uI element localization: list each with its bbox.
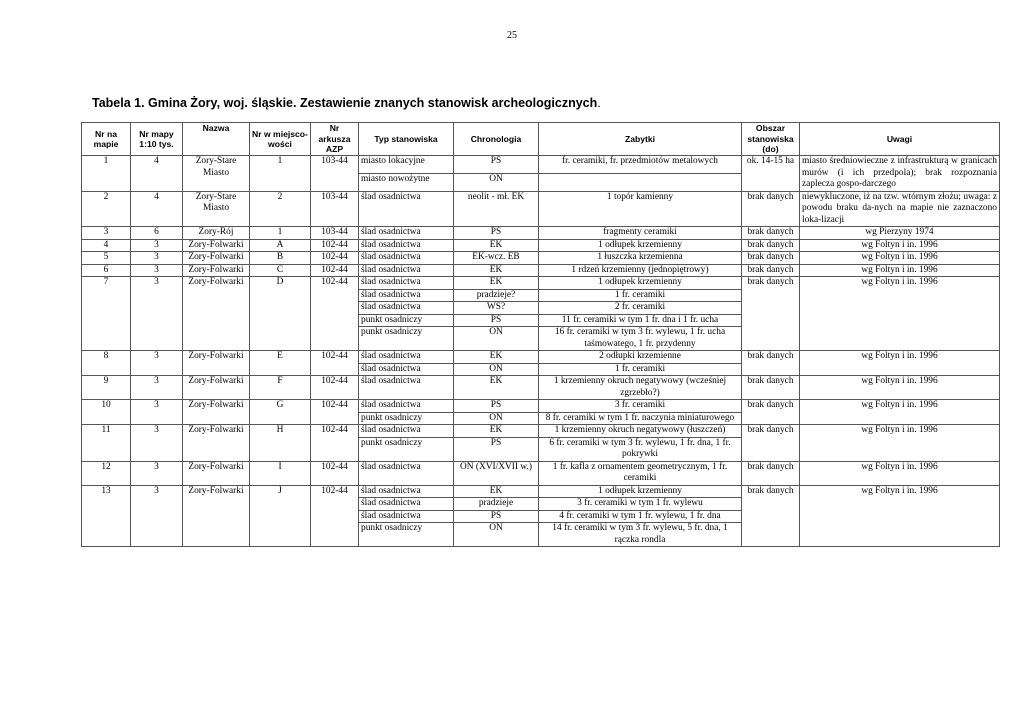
cell-uwagi: wg Foltyn i in. 1996 <box>800 485 1000 547</box>
cell-typ-stanowiska: ślad osadnictwa <box>359 498 454 511</box>
table-row <box>82 461 1000 485</box>
cell-uwagi: niewykluczone, iż na tzw. wtórnym złożu; uwaga: z powodu braku da-nych na mapie nie zaznaczono loka-lizacji <box>800 191 1000 227</box>
cell-nazwa: Żory-Folwarki <box>183 376 250 400</box>
cell-nr-arkusza: 103-44 <box>311 191 359 227</box>
cell-obszar: brak danych <box>742 351 800 376</box>
cell-chronologia: ON <box>454 363 539 376</box>
cell-chronologia: ON <box>454 327 539 351</box>
cell-nr-w-miejscowosci: B <box>250 252 311 265</box>
cell-zabytki: 3 fr. ceramiki w tym 1 fr. wylewu <box>539 498 742 511</box>
cell-uwagi: wg Foltyn i in. 1996 <box>800 239 1000 252</box>
cell-zabytki: 2 fr. ceramiki <box>539 302 742 315</box>
table-body <box>82 156 1000 547</box>
cell-nazwa: Żory-Stare Miasto <box>183 191 250 227</box>
cell-chronologia: EK-wcz. EB <box>454 252 539 265</box>
cell-nr-na-mapie: 8 <box>82 351 131 376</box>
cell-nr-mapy: 3 <box>131 376 183 400</box>
cell-typ-stanowiska: miasto nowożytne <box>359 173 454 191</box>
cell-typ-stanowiska: ślad osadnictwa <box>359 277 454 290</box>
cell-zabytki: 4 fr. ceramiki w tym 1 fr. wylewu, 1 fr. dna <box>539 510 742 523</box>
cell-nazwa: Żory-Rój <box>183 227 250 240</box>
cell-chronologia: EK <box>454 351 539 364</box>
table-row <box>82 277 1000 290</box>
cell-nr-arkusza: 102-44 <box>311 264 359 277</box>
cell-nazwa: Żory-Stare Miasto <box>183 156 250 192</box>
cell-typ-stanowiska: ślad osadnictwa <box>359 376 454 400</box>
table-row <box>82 239 1000 252</box>
cell-nr-mapy: 3 <box>131 400 183 425</box>
cell-nr-w-miejscowosci: H <box>250 425 311 462</box>
cell-nr-mapy: 3 <box>131 461 183 485</box>
cell-typ-stanowiska: ślad osadnictwa <box>359 289 454 302</box>
cell-zabytki: 8 fr. ceramiki w tym 1 fr. naczynia miniaturowego <box>539 412 742 425</box>
cell-zabytki: 16 fr. ceramiki w tym 3 fr. wylewu, 1 fr. ucha taśmowatego, 1 fr. przydenny <box>539 327 742 351</box>
cell-zabytki: 1 krzemienny okruch negatywowy (łuszczeń) <box>539 425 742 438</box>
header-typ-stanowiska: Typ stanowiska <box>359 123 454 156</box>
cell-nr-na-mapie: 2 <box>82 191 131 227</box>
cell-zabytki: 1 fr. kafla z ornamentem geometrycznym, 1 fr. ceramiki <box>539 461 742 485</box>
cell-nr-na-mapie: 11 <box>82 425 131 462</box>
cell-uwagi: wg Foltyn i in. 1996 <box>800 252 1000 265</box>
cell-typ-stanowiska: miasto lokacyjne <box>359 156 454 174</box>
cell-chronologia: EK <box>454 264 539 277</box>
cell-nr-w-miejscowosci: G <box>250 400 311 425</box>
cell-uwagi: wg Foltyn i in. 1996 <box>800 277 1000 351</box>
cell-uwagi: wg Foltyn i in. 1996 <box>800 425 1000 462</box>
cell-obszar: ok. 14-15 ha <box>742 156 800 192</box>
cell-chronologia: neolit - mł. EK <box>454 191 539 227</box>
cell-nazwa: Żory-Folwarki <box>183 425 250 462</box>
table-row <box>82 425 1000 438</box>
header-chronologia: Chronologia <box>454 123 539 156</box>
cell-zabytki: 3 fr. ceramiki <box>539 400 742 413</box>
cell-chronologia: PŚ <box>454 314 539 327</box>
header-uwagi: Uwagi <box>800 123 1000 156</box>
cell-typ-stanowiska: ślad osadnictwa <box>359 264 454 277</box>
cell-nr-na-mapie: 4 <box>82 239 131 252</box>
table-row <box>82 191 1000 227</box>
cell-nr-mapy: 4 <box>131 156 183 192</box>
cell-typ-stanowiska: ślad osadnictwa <box>359 485 454 498</box>
cell-uwagi: wg Pierzyny 1974 <box>800 227 1000 240</box>
cell-uwagi: wg Foltyn i in. 1996 <box>800 376 1000 400</box>
cell-zabytki: 1 rdzeń krzemienny (jednopiętrowy) <box>539 264 742 277</box>
cell-zabytki: 1 odłupek krzemienny <box>539 239 742 252</box>
cell-nazwa: Żory-Folwarki <box>183 239 250 252</box>
cell-chronologia: ON <box>454 173 539 191</box>
cell-nr-na-mapie: 12 <box>82 461 131 485</box>
header-nr-na-mapie: Nr na mapie <box>82 123 131 156</box>
table-row <box>82 227 1000 240</box>
cell-nr-mapy: 4 <box>131 191 183 227</box>
cell-zabytki: fragmenty ceramiki <box>539 227 742 240</box>
cell-obszar: brak danych <box>742 191 800 227</box>
cell-nr-w-miejscowosci: I <box>250 461 311 485</box>
cell-nr-w-miejscowosci: 1 <box>250 156 311 192</box>
cell-nr-arkusza: 103-44 <box>311 227 359 240</box>
table-header <box>82 123 1000 156</box>
cell-typ-stanowiska: punkt osadniczy <box>359 314 454 327</box>
cell-chronologia: pradzieje <box>454 498 539 511</box>
cell-typ-stanowiska: ślad osadnictwa <box>359 191 454 227</box>
header-zabytki: Zabytki <box>539 123 742 156</box>
header-nazwa: Nazwa <box>183 123 250 156</box>
cell-nr-mapy: 3 <box>131 264 183 277</box>
cell-uwagi: wg Foltyn i in. 1996 <box>800 461 1000 485</box>
table-row <box>82 485 1000 498</box>
cell-typ-stanowiska: ślad osadnictwa <box>359 363 454 376</box>
cell-nr-w-miejscowosci: E <box>250 351 311 376</box>
cell-zabytki: 14 fr. ceramiki w tym 3 fr. wylewu, 5 fr. dna, 1 rączka rondla <box>539 523 742 547</box>
table-row <box>82 264 1000 277</box>
cell-nazwa: Żory-Folwarki <box>183 277 250 351</box>
cell-nr-mapy: 3 <box>131 485 183 547</box>
sites-table <box>81 122 1000 547</box>
caption-period: . <box>597 96 601 110</box>
cell-typ-stanowiska: ślad osadnictwa <box>359 252 454 265</box>
cell-obszar: brak danych <box>742 400 800 425</box>
cell-nr-arkusza: 102-44 <box>311 277 359 351</box>
table-row <box>82 252 1000 265</box>
header-nr-arkusza: Nr arkusza AZP <box>311 123 359 156</box>
cell-typ-stanowiska: ślad osadnictwa <box>359 461 454 485</box>
cell-chronologia: PŚ <box>454 510 539 523</box>
cell-uwagi: wg Foltyn i in. 1996 <box>800 351 1000 376</box>
cell-nr-mapy: 3 <box>131 277 183 351</box>
cell-nr-w-miejscowosci: D <box>250 277 311 351</box>
cell-typ-stanowiska: ślad osadnictwa <box>359 425 454 438</box>
cell-zabytki: 1 topór kamienny <box>539 191 742 227</box>
header-nr-mapy: Nr mapy 1:10 tys. <box>131 123 183 156</box>
cell-typ-stanowiska: ślad osadnictwa <box>359 239 454 252</box>
cell-zabytki: 1 łuszczka krzemienna <box>539 252 742 265</box>
cell-uwagi: wg Foltyn i in. 1996 <box>800 400 1000 425</box>
cell-nr-mapy: 3 <box>131 252 183 265</box>
cell-uwagi: miasto średniowieczne z infrastrukturą w granicach murów (i ich przedpola); brak rozpoznania zaplecza gospo-darczego <box>800 156 1000 192</box>
cell-nr-mapy: 3 <box>131 425 183 462</box>
cell-chronologia: PŚ <box>454 227 539 240</box>
cell-nr-arkusza: 102-44 <box>311 400 359 425</box>
cell-nr-na-mapie: 10 <box>82 400 131 425</box>
header-obszar: Obszar stanowiska (do) <box>742 123 800 156</box>
cell-obszar: brak danych <box>742 425 800 462</box>
cell-nr-arkusza: 102-44 <box>311 485 359 547</box>
cell-nazwa: Żory-Folwarki <box>183 351 250 376</box>
cell-chronologia: PŚ <box>454 437 539 461</box>
cell-typ-stanowiska: punkt osadniczy <box>359 412 454 425</box>
cell-nr-na-mapie: 3 <box>82 227 131 240</box>
cell-nr-na-mapie: 6 <box>82 264 131 277</box>
cell-nr-w-miejscowosci: C <box>250 264 311 277</box>
cell-obszar: brak danych <box>742 227 800 240</box>
cell-nr-na-mapie: 7 <box>82 277 131 351</box>
cell-typ-stanowiska: punkt osadniczy <box>359 523 454 547</box>
cell-chronologia: EK <box>454 239 539 252</box>
table-row <box>82 156 1000 174</box>
cell-chronologia: pradzieje? <box>454 289 539 302</box>
cell-chronologia: EK <box>454 376 539 400</box>
cell-zabytki: 1 fr. ceramiki <box>539 363 742 376</box>
cell-obszar: brak danych <box>742 264 800 277</box>
cell-zabytki: 2 odłupki krzemienne <box>539 351 742 364</box>
cell-zabytki: 1 odłupek krzemienny <box>539 485 742 498</box>
caption-label: Tabela 1. Gmina Żory, woj. śląskie. Zestawienie znanych stanowisk archeologicznych <box>92 96 598 110</box>
cell-nr-arkusza: 102-44 <box>311 239 359 252</box>
cell-nr-na-mapie: 5 <box>82 252 131 265</box>
cell-chronologia: ON (XVI/XVII w.) <box>454 461 539 485</box>
cell-nr-w-miejscowosci: 1 <box>250 227 311 240</box>
cell-zabytki: 1 fr. ceramiki <box>539 289 742 302</box>
cell-nr-arkusza: 103-44 <box>311 156 359 192</box>
cell-chronologia: PŚ <box>454 156 539 174</box>
cell-chronologia: EK <box>454 425 539 438</box>
page-number: 25 <box>507 30 517 41</box>
table-caption <box>92 96 601 110</box>
cell-obszar: brak danych <box>742 252 800 265</box>
cell-nr-mapy: 3 <box>131 351 183 376</box>
cell-nazwa: Żory-Folwarki <box>183 252 250 265</box>
cell-nazwa: Żory-Folwarki <box>183 485 250 547</box>
cell-chronologia: WŚ? <box>454 302 539 315</box>
cell-typ-stanowiska: punkt osadniczy <box>359 437 454 461</box>
cell-nazwa: Żory-Folwarki <box>183 461 250 485</box>
cell-nr-na-mapie: 13 <box>82 485 131 547</box>
cell-nazwa: Żory-Folwarki <box>183 264 250 277</box>
table-row <box>82 400 1000 413</box>
cell-typ-stanowiska: ślad osadnictwa <box>359 510 454 523</box>
cell-zabytki: 1 krzemienny okruch negatywowy (wcześniej zgrzebło?) <box>539 376 742 400</box>
cell-zabytki: 6 fr. ceramiki w tym 3 fr. wylewu, 1 fr. dna, 1 fr. pokrywki <box>539 437 742 461</box>
cell-zabytki <box>539 173 742 191</box>
cell-chronologia: ON <box>454 412 539 425</box>
table-row <box>82 351 1000 364</box>
cell-chronologia: PŚ <box>454 400 539 413</box>
cell-typ-stanowiska: ślad osadnictwa <box>359 351 454 364</box>
cell-nr-w-miejscowosci: F <box>250 376 311 400</box>
cell-obszar: brak danych <box>742 376 800 400</box>
cell-nazwa: Żory-Folwarki <box>183 400 250 425</box>
cell-nr-w-miejscowosci: J <box>250 485 311 547</box>
cell-obszar: brak danych <box>742 461 800 485</box>
cell-chronologia: EK <box>454 485 539 498</box>
cell-uwagi: wg Foltyn i in. 1996 <box>800 264 1000 277</box>
cell-nr-arkusza: 102-44 <box>311 376 359 400</box>
cell-nr-w-miejscowosci: 2 <box>250 191 311 227</box>
cell-obszar: brak danych <box>742 485 800 547</box>
cell-obszar: brak danych <box>742 277 800 351</box>
table-row <box>82 376 1000 400</box>
cell-nr-arkusza: 102-44 <box>311 425 359 462</box>
cell-chronologia: ON <box>454 523 539 547</box>
cell-nr-mapy: 3 <box>131 239 183 252</box>
cell-typ-stanowiska: ślad osadnictwa <box>359 302 454 315</box>
cell-typ-stanowiska: ślad osadnictwa <box>359 400 454 413</box>
cell-nr-w-miejscowosci: A <box>250 239 311 252</box>
cell-nr-arkusza: 102-44 <box>311 351 359 376</box>
cell-zabytki: 1 odłupek krzemienny <box>539 277 742 290</box>
cell-nr-na-mapie: 1 <box>82 156 131 192</box>
header-nr-w-miejscowosci: Nr w miejsco-wości <box>250 123 311 156</box>
cell-chronologia: EK <box>454 277 539 290</box>
cell-nr-na-mapie: 9 <box>82 376 131 400</box>
cell-zabytki: fr. ceramiki, fr. przedmiotów metalowych <box>539 156 742 174</box>
cell-typ-stanowiska: punkt osadniczy <box>359 327 454 351</box>
cell-nr-arkusza: 102-44 <box>311 461 359 485</box>
cell-obszar: brak danych <box>742 239 800 252</box>
cell-nr-mapy: 6 <box>131 227 183 240</box>
cell-zabytki: 11 fr. ceramiki w tym 1 fr. dna i 1 fr. ucha <box>539 314 742 327</box>
cell-nr-arkusza: 102-44 <box>311 252 359 265</box>
cell-typ-stanowiska: ślad osadnictwa <box>359 227 454 240</box>
